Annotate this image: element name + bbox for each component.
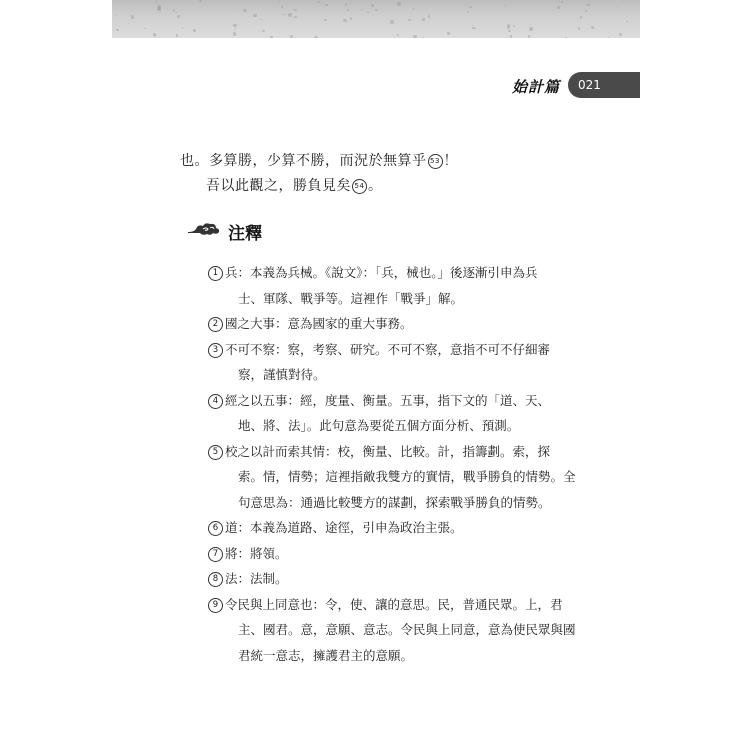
texture-speck — [565, 37, 567, 38]
texture-speck — [253, 14, 256, 18]
texture-speck — [116, 14, 118, 17]
texture-speck — [324, 19, 326, 21]
note-number: 6 — [208, 521, 223, 536]
note-text: 法：法制。 — [225, 571, 288, 586]
texture-speck — [510, 35, 512, 38]
texture-speck — [619, 33, 621, 36]
texture-speck — [504, 5, 506, 6]
texture-speck — [472, 27, 475, 29]
texture-speck — [413, 35, 417, 38]
note-text: 士、軍隊、戰爭等。這裡作「戰爭」解。 — [238, 290, 464, 306]
note-item — [208, 337, 593, 388]
texture-speck — [283, 14, 286, 15]
note-item — [208, 515, 593, 541]
note-number: 3 — [208, 343, 223, 358]
texture-speck — [235, 28, 237, 30]
texture-speck — [423, 37, 424, 38]
texture-speck — [580, 16, 582, 19]
texture-speck — [472, 25, 473, 26]
texture-speck — [288, 13, 292, 17]
texture-speck — [528, 35, 530, 38]
running-chapter-title: 始計篇 — [511, 78, 560, 96]
texture-speck — [375, 9, 378, 11]
texture-speck — [513, 25, 516, 28]
texture-speck — [176, 34, 179, 36]
note-text: 句意思為：通過比較雙方的謀劃，探索戰爭勝負的情勢。 — [238, 494, 551, 510]
texture-speck — [159, 12, 162, 14]
note-item — [208, 311, 593, 337]
note-text: 經之以五事：經，度量、衡量。五事，指下文的「道、天、 — [225, 392, 551, 408]
texture-speck — [422, 18, 424, 21]
note-item — [208, 566, 593, 592]
texture-speck — [557, 6, 560, 9]
body-text-segment: 吾以此觀之，勝負見矣 — [206, 178, 351, 194]
note-number: 7 — [208, 547, 223, 562]
texture-speck — [408, 19, 411, 21]
note-text: 令民與上同意也：令，使、讓的意思。民，普通民眾。上，君 — [225, 596, 563, 612]
texture-speck — [278, 1, 280, 3]
texture-speck — [617, 7, 618, 8]
texture-speck — [345, 3, 347, 6]
texture-speck — [182, 27, 184, 29]
texture-speck — [508, 30, 511, 33]
texture-speck — [485, 27, 486, 28]
texture-speck — [260, 19, 262, 20]
texture-speck — [347, 9, 349, 11]
texture-speck — [144, 28, 146, 29]
texture-speck — [290, 35, 292, 38]
body-text-segment: 。 — [368, 178, 383, 194]
texture-speck — [199, 0, 202, 2]
page-number-tab — [568, 72, 640, 98]
cloud-ornament-icon — [186, 220, 222, 242]
page-number: 021 — [578, 78, 601, 92]
texture-speck — [428, 15, 430, 18]
texture-speck — [154, 35, 156, 37]
note-text: 索。情，情勢；這裡指敵我雙方的實情，戰爭勝負的情勢。全 — [238, 469, 576, 484]
texture-speck — [469, 6, 472, 8]
note-text: 主、國君。意，意願、意志。令民與上同意，意為使民眾與國 — [238, 622, 576, 637]
note-number: 8 — [208, 572, 223, 587]
texture-speck — [156, 3, 157, 5]
texture-speck — [233, 32, 236, 36]
texture-speck — [529, 27, 533, 31]
texture-speck — [437, 2, 438, 3]
texture-speck — [270, 36, 273, 38]
reference-marker: 54 — [352, 179, 367, 194]
texture-speck — [350, 3, 351, 4]
texture-speck — [281, 6, 283, 8]
note-number: 2 — [208, 317, 223, 332]
note-item — [208, 541, 593, 567]
body-line-1 — [180, 150, 458, 170]
texture-speck — [157, 8, 160, 11]
body-text-segment: ！ — [443, 153, 458, 169]
note-text: 兵：本義為兵械。《說文》：「兵，械也。」後逐漸引申為兵 — [225, 265, 538, 280]
texture-speck — [367, 12, 369, 14]
texture-speck — [325, 4, 328, 6]
texture-speck — [626, 21, 628, 22]
note-text: 國之大事：意為國家的重大事務。 — [225, 316, 413, 331]
note-item — [208, 388, 593, 439]
texture-speck — [350, 17, 352, 20]
texture-speck — [467, 11, 469, 13]
texture-speck — [128, 23, 130, 24]
texture-speck — [233, 24, 236, 27]
body-text-segment: 也。多算勝，少算不勝，而況於無算乎 — [180, 153, 427, 169]
texture-speck — [295, 37, 296, 38]
texture-speck — [243, 9, 247, 12]
texture-speck — [343, 19, 347, 22]
texture-speck — [173, 9, 175, 12]
texture-speck — [585, 10, 586, 12]
notes-list — [208, 260, 593, 668]
texture-speck — [413, 8, 415, 10]
texture-speck — [561, 1, 562, 3]
book-page — [112, 0, 640, 750]
texture-speck — [578, 27, 581, 29]
texture-speck — [177, 15, 180, 18]
texture-speck — [314, 36, 318, 38]
texture-speck — [354, 0, 355, 1]
texture-speck — [447, 32, 450, 36]
reference-marker: 53 — [428, 154, 443, 169]
texture-speck — [371, 4, 374, 7]
note-text: 不可不察：察，考察、研究。不可不察，意指不可不仔細審 — [225, 341, 551, 357]
texture-speck — [507, 24, 511, 29]
texture-speck — [158, 5, 161, 8]
texture-speck — [591, 26, 594, 29]
note-item — [208, 592, 593, 669]
texture-speck — [155, 1, 157, 2]
texture-speck — [294, 9, 297, 11]
texture-speck — [116, 29, 118, 31]
note-text: 道：本義為道路、途徑，引申為政治主張。 — [225, 520, 463, 535]
note-item — [208, 439, 593, 516]
body-line-2 — [206, 175, 383, 195]
texture-speck — [361, 9, 363, 11]
note-text: 校之以計而索其情：校，衡量、比較。計，指籌劃。索，探 — [225, 443, 551, 459]
texture-speck — [587, 4, 589, 6]
texture-speck — [294, 16, 297, 18]
note-text: 地、將、法」。此句意為要從五個方面分析、預測。 — [238, 418, 520, 433]
decorative-header-band — [112, 0, 640, 38]
texture-speck — [318, 1, 320, 3]
notes-section-heading — [186, 216, 262, 246]
texture-speck — [608, 37, 610, 38]
note-number: 5 — [208, 445, 223, 460]
texture-speck — [397, 2, 400, 6]
texture-speck — [397, 34, 399, 36]
texture-speck — [176, 12, 177, 13]
texture-speck — [193, 29, 196, 31]
note-number: 9 — [208, 598, 223, 613]
note-text: 察，謹慎對待。 — [238, 367, 326, 382]
note-number: 4 — [208, 394, 223, 409]
texture-speck — [262, 30, 265, 33]
section-title: 注釋 — [228, 223, 262, 244]
note-item — [208, 260, 593, 311]
note-text: 將：將領。 — [225, 545, 288, 561]
texture-speck — [390, 20, 393, 24]
texture-speck — [131, 15, 135, 19]
note-text: 君統一意志，擁護君主的意願。 — [238, 647, 414, 663]
texture-speck — [234, 11, 235, 12]
note-number: 1 — [208, 266, 223, 281]
